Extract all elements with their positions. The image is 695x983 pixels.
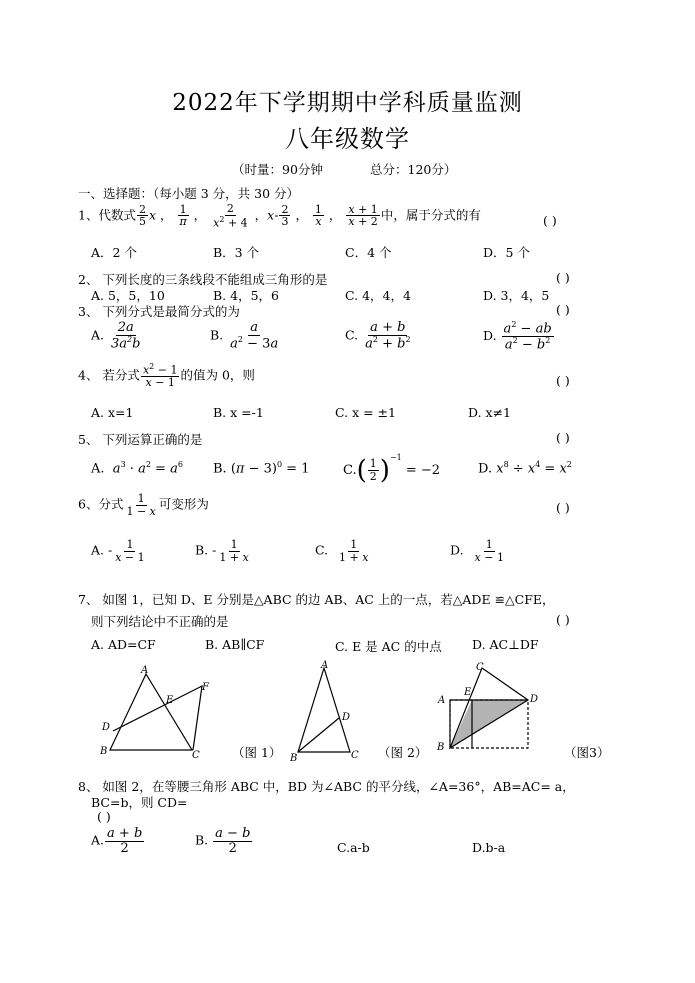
q4-stem: 4、 若分式 $\frac{x^2 - 1}{x - 1}$ 的值为 0，则	[78, 362, 255, 390]
q3-option-d[interactable]: D. $\frac{a^2 - ab}{a^2 - b^2}$	[483, 320, 552, 353]
section-heading: 一、选择题：（每小题 3 分，共 30 分）	[78, 186, 300, 201]
q2-answer-blank[interactable]: ( )	[556, 270, 570, 285]
q8-stem-line2: BC=b，则 CD=	[91, 795, 188, 810]
page-subtitle: 八年级数学	[285, 125, 410, 153]
figure-1	[100, 658, 220, 760]
q1-option-a[interactable]: A．2 个	[91, 245, 137, 260]
q1-expr-6: $\frac{x + 1}{x + 2}$	[348, 202, 378, 229]
q2-stem: 2、 下列长度的三条线段不能组成三角形的是	[78, 272, 328, 287]
q7-option-b[interactable]: B. AB∥CF	[205, 637, 265, 652]
q4-option-b[interactable]: B. x =-1	[213, 405, 264, 420]
svg-text:D: D	[530, 694, 539, 705]
svg-text:B: B	[437, 742, 445, 750]
q4-option-a[interactable]: A. x=1	[91, 405, 134, 420]
q3-option-c[interactable]: C. $\frac{a + b}{a^2 + b^2}$	[345, 320, 411, 351]
svg-text:D: D	[342, 712, 351, 723]
svg-text:C: C	[192, 750, 200, 760]
q5-option-d[interactable]: D. $x^8 \div x^4 = x^2$	[478, 460, 572, 477]
q7-stem-line1: 7、 如图 1，已知 D、E 分别是△ABC 的边 AB、AC 上的一点，若△ADE ≌△CFE，	[78, 592, 555, 607]
q2-option-a[interactable]: A. 5，5，10	[91, 288, 165, 303]
svg-text:B: B	[100, 746, 108, 757]
svg-text:C: C	[476, 662, 484, 673]
q1-stem: 1、代数式 $\frac{2}{5}$ x ， $\frac{1}{\pi}$ ， $\frac{2}{x^2 + 4}$ ，x- $\frac{2}{3}$ ， $\frac{1}{x}$ ， $\frac{x + 1}{x + 2}$ 中，属于分式的有	[78, 202, 481, 230]
svg-text:A: A	[438, 695, 446, 706]
q3-option-a[interactable]: A. $\frac{2a}{3a^2b}$	[91, 320, 141, 351]
svg-text:A: A	[321, 660, 329, 671]
q8-answer-blank[interactable]: ( )	[97, 809, 111, 824]
q1-expr-5: $\frac{1}{x}$	[314, 202, 322, 229]
q1-expr-2: $\frac{1}{\pi}$	[179, 202, 187, 229]
q8-option-b[interactable]: B. $\frac{a - b}{2}$	[195, 826, 251, 856]
q2-option-b[interactable]: B. 4，5，6	[213, 288, 279, 303]
svg-text:A: A	[141, 665, 149, 676]
q6-stem: 6、分式 $\frac{1}{1 - x}$ 可变形为	[78, 492, 209, 518]
q6-option-c[interactable]: C. $\frac{1}{1 + x}$	[315, 538, 369, 564]
q5-option-a[interactable]: A. $a^3 \cdot a^2 = a^6$	[91, 460, 183, 477]
q1-label: 1、代数式	[78, 207, 136, 223]
q5-answer-blank[interactable]: ( )	[556, 430, 570, 445]
q5-option-c[interactable]: C.( $\frac{1}{2}$ )$^{-1}$ = −2	[343, 453, 441, 486]
svg-text:B: B	[290, 753, 298, 764]
q1-expr-4: $\frac{2}{3}$	[281, 202, 289, 229]
q4-option-d[interactable]: D. x≠1	[468, 405, 511, 420]
q1-option-d[interactable]: D．5 个	[483, 245, 530, 260]
q3-option-b[interactable]: B. $\frac{a}{a^2 - 3a}$	[210, 320, 279, 351]
q1-option-c[interactable]: C．4 个	[345, 245, 392, 260]
svg-text:C: C	[351, 750, 359, 761]
q3-answer-blank[interactable]: ( )	[556, 302, 570, 317]
q5-option-b[interactable]: B. $(\pi - 3)^0 = 1$	[213, 460, 310, 477]
q2-option-c[interactable]: C. 4，4，4	[345, 288, 411, 303]
q8-option-a[interactable]: A. $\frac{a + b}{2}$	[91, 826, 143, 856]
q4-option-c[interactable]: C. x = ±1	[335, 405, 396, 420]
q7-stem-line2: 则下列结论中不正确的是	[91, 614, 229, 629]
q2-option-d[interactable]: D. 3，4，5	[483, 288, 550, 303]
figure-1-caption: （图 1）	[232, 745, 282, 760]
svg-text:E: E	[166, 695, 174, 706]
q1-answer-blank[interactable]: ( )	[543, 213, 557, 228]
q8-option-c[interactable]: C.a-b	[337, 840, 370, 855]
page-title: 2022年下学期期中学科质量监测	[172, 90, 523, 116]
q6-option-b[interactable]: B. - $\frac{1}{1 + x}$	[195, 538, 249, 564]
q4-answer-blank[interactable]: ( )	[556, 373, 570, 388]
figure-3	[432, 658, 542, 750]
figure-2	[288, 658, 368, 764]
svg-text:F: F	[202, 682, 209, 693]
q1-tail: 中，属于分式的有	[380, 207, 481, 223]
q5-stem: 5、 下列运算正确的是	[78, 432, 203, 447]
svg-text:D: D	[102, 722, 111, 733]
q7-option-c[interactable]: C. E 是 AC 的中点	[335, 639, 442, 654]
exam-total: 总分：120分）	[370, 162, 457, 177]
q6-option-d[interactable]: D. $\frac{1}{x - 1}$	[450, 538, 504, 564]
figure-3-caption: （图3）	[564, 745, 610, 760]
figure-2-caption: （图 2）	[378, 745, 428, 760]
q1-expr-1: $\frac{2}{5}$	[138, 202, 146, 229]
q7-answer-blank[interactable]: ( )	[556, 612, 570, 627]
q8-option-d[interactable]: D.b-a	[472, 840, 506, 855]
q7-option-d[interactable]: D. AC⊥DF	[472, 637, 539, 652]
exam-time: （时量：90分钟	[232, 162, 323, 177]
q7-option-a[interactable]: A. AD=CF	[91, 637, 156, 652]
q1-option-b[interactable]: B．3 个	[213, 245, 260, 260]
q8-stem-line1: 8、 如图 2，在等腰三角形 ABC 中，BD 为∠ABC 的平分线，∠A=36°，AB=AC= a，	[78, 779, 575, 794]
q3-stem: 3、 下列分式是最简分式的为	[78, 304, 240, 319]
q6-option-a[interactable]: A. - $\frac{1}{x - 1}$	[91, 538, 145, 564]
q6-answer-blank[interactable]: ( )	[556, 500, 570, 515]
svg-text:E: E	[464, 687, 472, 698]
q1-expr-3: $\frac{2}{x^2 + 4}$	[213, 202, 248, 230]
